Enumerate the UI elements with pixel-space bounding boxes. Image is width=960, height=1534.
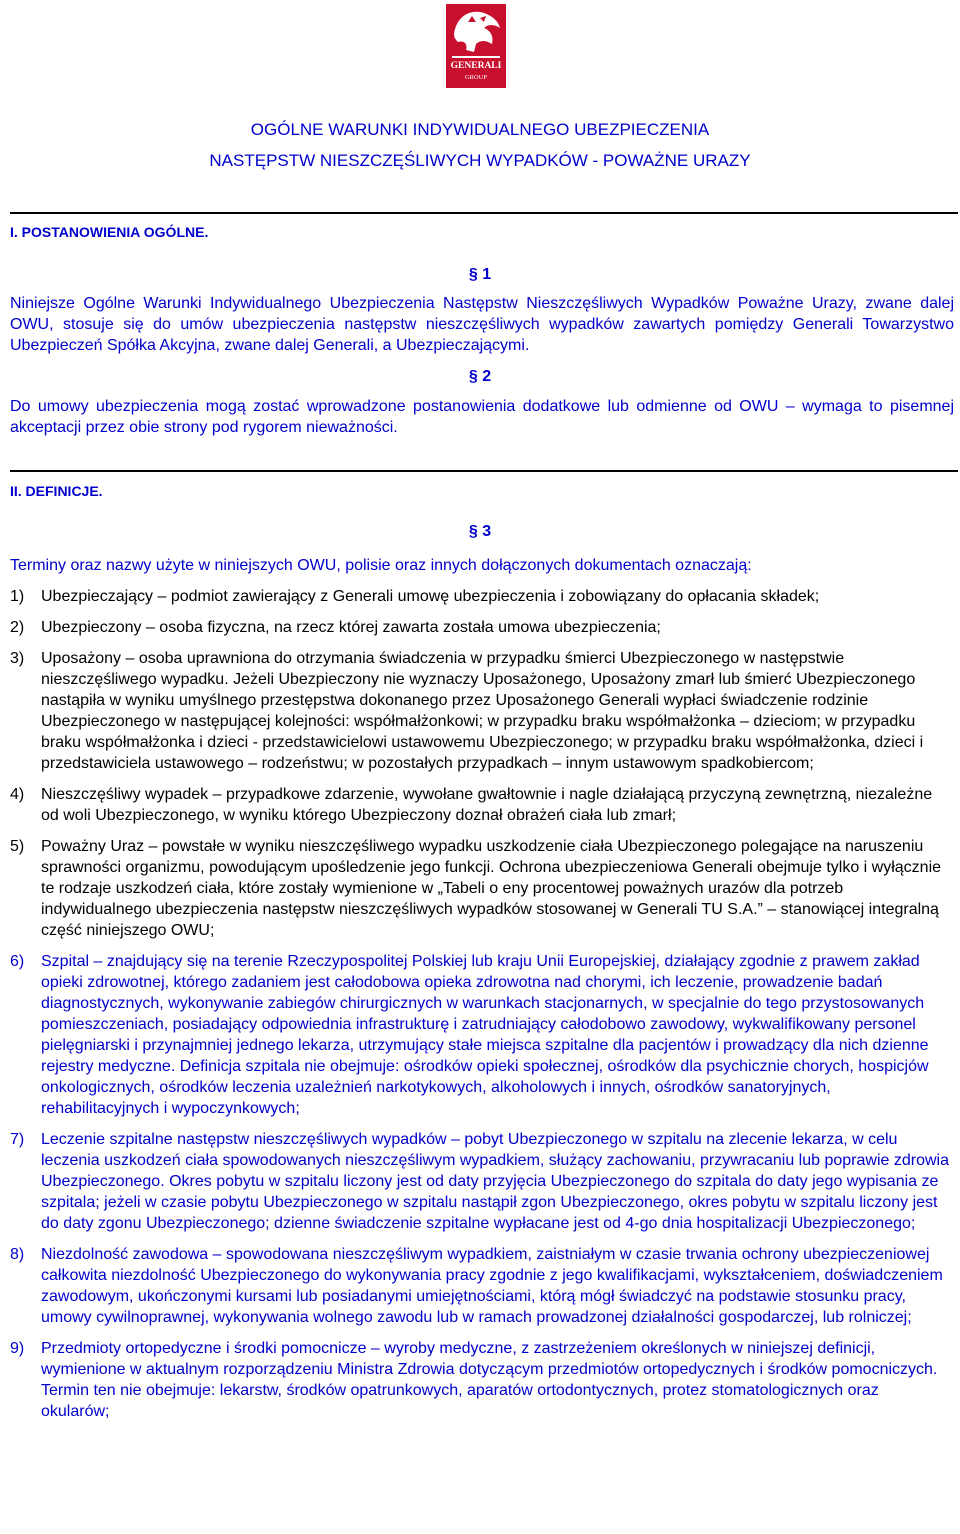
- definition-text: Uposażony – osoba uprawniona do otrzymania świadczenia w przypadku śmierci Ubezpieczonego w następstwie nieszczęśliwego wypadku. Jeżeli Ubezpieczony nie wyznaczy Uposażonego, Uposażony zmarł lub śmierć Ubezpieczonego nastąpiła w wyniku umyślnego przestępstwa dokonanego przez Uposażonego Generali wypłaci świadczenie rodzinie Ubezpieczonego w następującej kolejności: współmałżonkowi; w przypadku braku współmałżonka – dzieciom; w przypadku braku współmałżonka i dzieci - przedstawicielowi ustawowemu Ubezpieczonego; w przypadku braku współmałżonka, dzieci i przedstawiciela ustawowego – rodzeństwu; w pozostałych przypadkach – innym ustawowym spadkobiercom;: [41, 650, 924, 772]
- definition-item: 8) Niezdolność zawodowa – spowodowana nieszczęśliwym wypadkiem, zaistniałym w czasie trwania ochrony ubezpieczeniowej całkowita niezdolność Ubezpieczonego do wykonywania pracy zgodnie z jego kwalifikacjami, wykształceniem, doświadczeniem zawodowym, ukończonymi kursami lub posiadanymi umiejętnościami, którą mógł świadczyć na podstawie stosunku pracy, umowy cywilnoprawnej, wykonywania wolnego zawodu lub w ramach prowadzonej działalności gospodarczej, lub rolniczej;: [10, 1246, 943, 1326]
- definition-text: Ubezpieczony – osoba fizyczna, na rzecz której zawarta została umowa ubezpieczenia;: [41, 619, 661, 636]
- definition-text: Szpital – znajdujący się na terenie Rzeczypospolitej Polskiej lub kraju Unii Europejskiej, działający zgodnie z prawem zakład opieki zdrowotnej, którego zadaniem jest całodobowa opieka zdrowotna nad chorymi, ich leczenie, prowadzenie badań diagnostycznych, wykonywanie zabiegów chirurgicznych w warunkach stacjonarnych, w specjalnie do tego przystosowanych pomieszczeniach, posiadający odpowiednia infrastrukturę i zatrudniający całodobowo zawodowy, wykwalifikowany personel pielęgniarski i przynajmniej jednego lekarza, utrzymujący stałe miejsca szpitalne dla pacjentów i prowadzący dla nich dzienne rejestry medyczne. Definicja szpitala nie obejmuje: ośrodków opieki społecznej, ośrodków dla psychicznie chorych, hospicjów onkologicznych, ośrodków leczenia uzależnień narkotykowych, alkoholowych i innych, ośrodków sanatoryjnych, rehabilitacyjnych i wypoczynkowych;: [41, 953, 929, 1117]
- paragraph-1-text: Niniejsze Ogólne Warunki Indywidualnego Ubezpieczenia Następstw Nieszczęśliwych Wypadków Poważne Urazy, zwane dalej OWU, stosuje się do umów ubezpieczenia następstw nieszczęśliwych wypadków zawartych pomiędzy Generali Towarzystwo Ubezpieczeń Spółka Akcyjna, zwane dalej Generali, a Ubezpieczającymi.: [10, 295, 954, 354]
- section-divider: [10, 470, 958, 472]
- document-title-line-2: NASTĘPSTW NIESZCZĘŚLIWYCH WYPADKÓW - POWAŻNE URAZY: [209, 151, 751, 170]
- definition-item: 5) Poważny Uraz – powstałe w wyniku nieszczęśliwego wypadku uszkodzenie ciała Ubezpieczonego polegające na naruszeniu sprawności organizmu, powodującym upośledzenie jego funkcji. Ochrona ubezpieczeniowa Generali obejmuje tylko i wyłącznie te rodzaje uszkodzeń ciała, które zostały wymienione w „Tabeli o eny procentowej poważnych urazów dla potrzeb indywidualnego ubezpieczenia następstw nieszczęśliwych wypadków stosowanej w Generali TU S.A.” – stanowiącej integralną część niniejszego OWU;: [10, 838, 942, 939]
- section-heading-general: I. POSTANOWIENIA OGÓLNE.: [10, 224, 209, 240]
- definition-item: 4) Nieszczęśliwy wypadek – przypadkowe zdarzenie, wywołane gwałtownie i nagle działającą przyczyną zewnętrzną, niezależne od woli Ubezpieczonego, w wyniku którego Ubezpieczony doznał obrażeń ciała lub zmarł;: [10, 786, 933, 824]
- paragraph-3-intro: Terminy oraz nazwy użyte w niniejszych OWU, polisie oraz innych dołączonych dokumentach oznaczają:: [10, 557, 752, 574]
- definition-item: 6) Szpital – znajdujący się na terenie Rzeczypospolitej Polskiej lub kraju Unii Europejskiej, działający zgodnie z prawem zakład opieki zdrowotnej, którego zadaniem jest całodobowa opieka zdrowotna nad chorymi, ich leczenie, prowadzenie badań diagnostycznych, wykonywanie zabiegów chirurgicznych w warunkach stacjonarnych, w specjalnie do tego przystosowanych pomieszczeniach, posiadający odpowiednia infrastrukturę i zatrudniający całodobowo zawodowy, wykwalifikowany personel pielęgniarski i przynajmniej jednego lekarza, utrzymujący stałe miejsca szpitalne dla pacjentów i prowadzący dla nich dzienne rejestry medyczne. Definicja szpitala nie obejmuje: ośrodków opieki społecznej, ośrodków dla psychicznie chorych, hospicjów onkologicznych, ośrodków leczenia uzależnień narkotykowych, alkoholowych i innych, ośrodków sanatoryjnych, rehabilitacyjnych i wypoczynkowych;: [10, 953, 929, 1117]
- definition-text: Poważny Uraz – powstałe w wyniku nieszczęśliwego wypadku uszkodzenie ciała Ubezpieczonego polegające na naruszeniu sprawności organizmu, powodującym upośledzenie jego funkcji. Ochrona ubezpieczeniowa Generali obejmuje tylko i wyłącznie te rodzaje uszkodzeń ciała, które zostały wymienione w „Tabeli o eny procentowej poważnych urazów dla potrzeb indywidualnego ubezpieczenia następstw nieszczęśliwych wypadków stosowanej w Generali TU S.A.” – stanowiącej integralną część niniejszego OWU;: [41, 838, 942, 939]
- logo-sub: GROUP: [464, 74, 488, 81]
- definition-item: 7) Leczenie szpitalne następstw nieszczęśliwych wypadków – pobyt Ubezpieczonego w szpitalu na zlecenie lekarza, w celu leczenia uszkodzeń ciała spowodowanych nieszczęśliwym wypadkiem, służący zachowaniu, przywracaniu lub poprawie zdrowia Ubezpieczonego. Okres pobytu w szpitalu liczony jest od daty przyjęcia Ubezpieczonego do szpitala do daty jego wypisania ze szpitala; jeżeli w czasie pobytu Ubezpieczonego w szpitalu nastąpił zgon Ubezpieczonego, okres pobytu w szpitalu liczony jest do daty zgonu Ubezpieczonego; dzienne świadczenie szpitalne wypłacane jest od 4-go dnia hospitalizacji Ubezpieczonego;: [10, 1131, 949, 1232]
- definition-text: Przedmioty ortopedyczne i środki pomocnicze – wyroby medyczne, z zastrzeżeniem określonych w niniejszej definicji, wymienione w aktualnym rozporządzeniu Ministra Zdrowia dotyczącym przedmiotów ortopedycznych i środków pomocniczych. Termin ten nie obejmuje: lekarstw, środków opatrunkowych, aparatów ortodontycznych, protez stomatologicznych oraz okularów;: [41, 1340, 938, 1420]
- definition-item: 3) Uposażony – osoba uprawniona do otrzymania świadczenia w przypadku śmierci Ubezpieczonego w następstwie nieszczęśliwego wypadku. Jeżeli Ubezpieczony nie wyznaczy Uposażonego, Uposażony zmarł lub śmierć Ubezpieczonego nastąpiła w wyniku umyślnego przestępstwa dokonanego przez Uposażonego Generali wypłaci świadczenie rodzinie Ubezpieczonego w następującej kolejności: współmałżonkowi; w przypadku braku współmałżonka – dzieciom; w przypadku braku współmałżonka i dzieci - przedstawicielowi ustawowemu Ubezpieczonego; w przypadku braku współmałżonka, dzieci i przedstawiciela ustawowego – rodzeństwu; w pozostałych przypadkach – innym ustawowym spadkobiercom;: [10, 650, 924, 772]
- document-title-line-1: OGÓLNE WARUNKI INDYWIDUALNEGO UBEZPIECZENIA: [250, 120, 710, 139]
- definition-text: Nieszczęśliwy wypadek – przypadkowe zdarzenie, wywołane gwałtownie i nagle działającą przyczyną zewnętrzną, niezależne od woli Ubezpieczonego, w wyniku którego Ubezpieczony doznał obrażeń ciała lub zmarł;: [41, 786, 933, 824]
- definition-text: Niezdolność zawodowa – spowodowana nieszczęśliwym wypadkiem, zaistniałym w czasie trwania ochrony ubezpieczeniowej całkowita niezdolność Ubezpieczonego do wykonywania pracy zgodnie z jego kwalifikacjami, wykształceniem, doświadczeniem zawodowym, ukończonymi kursami lub posiadanymi umiejętnościami, którą mógł świadczyć na podstawie stosunku pracy, umowy cywilnoprawnej, wykonywania wolnego zawodu lub w ramach prowadzonej działalności gospodarczej, lub rolniczej;: [41, 1246, 943, 1326]
- paragraph-number-3: § 3: [468, 523, 492, 540]
- definition-item: 9) Przedmioty ortopedyczne i środki pomocnicze – wyroby medyczne, z zastrzeżeniem określonych w niniejszej definicji, wymienione w aktualnym rozporządzeniu Ministra Zdrowia dotyczącym przedmiotów ortopedycznych i środków pomocniczych. Termin ten nie obejmuje: lekarstw, środków opatrunkowych, aparatów ortodontycznych, protez stomatologicznych oraz okularów;: [10, 1340, 938, 1420]
- paragraph-2-text: Do umowy ubezpieczenia mogą zostać wprowadzone postanowienia dodatkowe lub odmienne od OWU – wymaga to pisemnej akceptacji przez obie strony pod rygorem nieważności.: [10, 398, 954, 436]
- definition-item: 1) Ubezpieczający – podmiot zawierający z Generali umowę ubezpieczenia i zobowiązany do opłacania składek;: [10, 588, 820, 605]
- logo-brand: GENERALI: [450, 61, 502, 71]
- paragraph-number-2: § 2: [468, 368, 492, 385]
- definitions-list: [0, 586, 960, 1432]
- section-divider: [10, 212, 958, 214]
- generali-logo: [446, 4, 506, 88]
- definition-text: Ubezpieczający – podmiot zawierający z Generali umowę ubezpieczenia i zobowiązany do opłacania składek;: [41, 588, 820, 605]
- definition-item: 2) Ubezpieczony – osoba fizyczna, na rzecz której zawarta została umowa ubezpieczenia;: [10, 619, 661, 636]
- definition-text: Leczenie szpitalne następstw nieszczęśliwych wypadków – pobyt Ubezpieczonego w szpitalu na zlecenie lekarza, w celu leczenia uszkodzeń ciała spowodowanych nieszczęśliwym wypadkiem, służący zachowaniu, przywracaniu lub poprawie zdrowia Ubezpieczonego. Okres pobytu w szpitalu liczony jest od daty przyjęcia Ubezpieczonego do szpitala do daty jego wypisania ze szpitala; jeżeli w czasie pobytu Ubezpieczonego w szpitalu nastąpił zgon Ubezpieczonego, okres pobytu w szpitalu liczony jest do daty zgonu Ubezpieczonego; dzienne świadczenie szpitalne wypłacane jest od 4-go dnia hospitalizacji Ubezpieczonego;: [41, 1131, 949, 1232]
- paragraph-number-1: § 1: [468, 266, 492, 283]
- section-heading-definitions: II. DEFINICJE.: [10, 483, 103, 499]
